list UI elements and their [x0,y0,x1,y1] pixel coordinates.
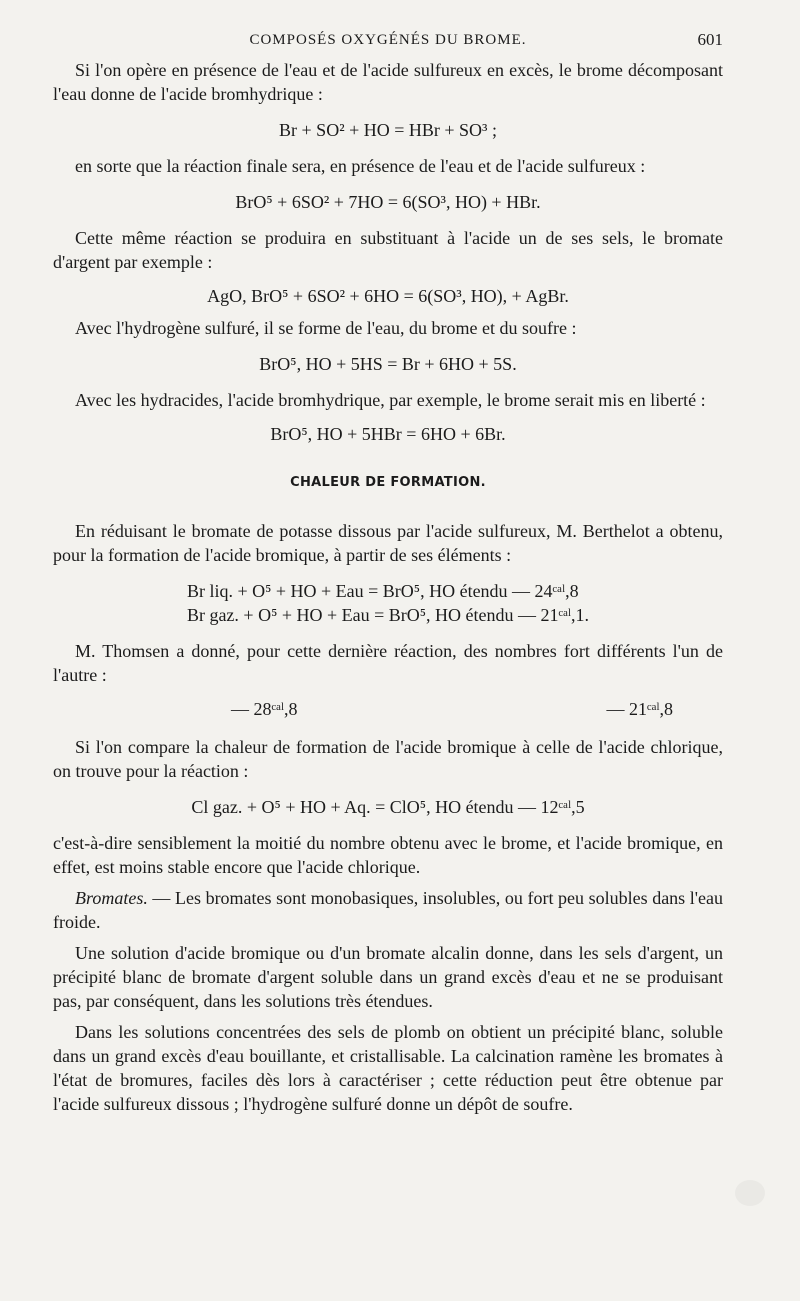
paragraph: Avec l'hydrogène sulfuré, il se forme de l'eau, du brome et du soufre : [75,318,577,338]
paragraph: En réduisant le bromate de potasse dissous par l'acide sulfureux, M. Berthelot a obtenu, pour la formation de l'acide bromique, à partir de ses éléments : [53,521,723,565]
equation: Br gaz. + O⁵ + HO + Eau = BrO⁵, HO étendu — 21ᶜᵃˡ,1. [186,605,590,625]
paragraph [53,886,723,934]
section-heading: CHALEUR DE FORMATION. [290,475,486,490]
equation: AgO, BrO⁵ + 6SO² + 6HO = 6(SO³, HO), + AgBr. [207,286,569,306]
italic-heading: Bromates. [75,888,148,908]
equation: BrO⁵ + 6SO² + 7HO = 6(SO³, HO) + HBr. [235,192,541,212]
equation: Br + SO² + HO = HBr + SO³ ; [279,120,497,140]
paper-stain [735,1180,765,1206]
value: — 21ᶜᵃˡ,8 [606,699,673,719]
paragraph: Cette même réaction se produira en substituant à l'acide un de ses sels, le bromate d'argent par exemple : [53,228,723,272]
paragraph: en sorte que la réaction finale sera, en présence de l'eau et de l'acide sulfureux : [75,156,646,176]
paragraph: Dans les solutions concentrées des sels de plomb on obtient un précipité blanc, soluble dans un grand excès d'eau bouillante, et cristallisable. La calcination ramène les bromates à l'état de bromures, faciles dès lors à caractériser ; cette réduction peut être obtenue par l'acide sulfureux dissous ; l'hydrogène sulfuré donne un dépôt de soufre. [53,1022,723,1114]
paragraph: c'est-à-dire sensiblement la moitié du nombre obtenu avec le brome, et l'acide bromique, en effet, est moins stable encore que l'acide chlorique. [53,833,723,877]
equation: BrO⁵, HO + 5HS = Br + 6HO + 5S. [259,354,517,374]
paragraph: Si l'on compare la chaleur de formation de l'acide bromique à celle de l'acide chlorique, on trouve pour la réaction : [53,737,723,781]
paragraph: Avec les hydracides, l'acide bromhydrique, par exemple, le brome serait mis en liberté : [75,390,706,410]
paragraph-text: — Les bromates sont monobasiques, insolubles, ou fort peu solubles dans l'eau froide. [53,888,723,932]
value-pair [53,697,723,721]
page-header [53,28,723,54]
equation: Cl gaz. + O⁵ + HO + Aq. = ClO⁵, HO étendu — 12ᶜᵃˡ,5 [191,797,585,817]
equation: BrO⁵, HO + 5HBr = 6HO + 6Br. [270,424,506,444]
body-text [53,58,723,1116]
paragraph: Une solution d'acide bromique ou d'un bromate alcalin donne, dans les sels d'argent, un précipité blanc de bromate d'argent soluble dans un grand excès d'eau et ne se produisant pas, par conséquent, dans les solutions très étendues. [53,943,723,1011]
paragraph: Si l'on opère en présence de l'eau et de l'acide sulfureux en excès, le brome décomposant l'eau donne de l'acide bromhydrique : [53,60,723,104]
equation: Br liq. + O⁵ + HO + Eau = BrO⁵, HO étendu — 24ᶜᵃˡ,8 [186,581,579,601]
running-title: COMPOSÉS OXYGÉNÉS DU BROME. [249,32,527,48]
page-number: 601 [697,30,723,49]
paragraph: M. Thomsen a donné, pour cette dernière réaction, des nombres fort différents l'un de l'autre : [53,641,723,685]
equation-group [187,579,589,627]
value: — 28ᶜᵃˡ,8 [231,699,298,719]
